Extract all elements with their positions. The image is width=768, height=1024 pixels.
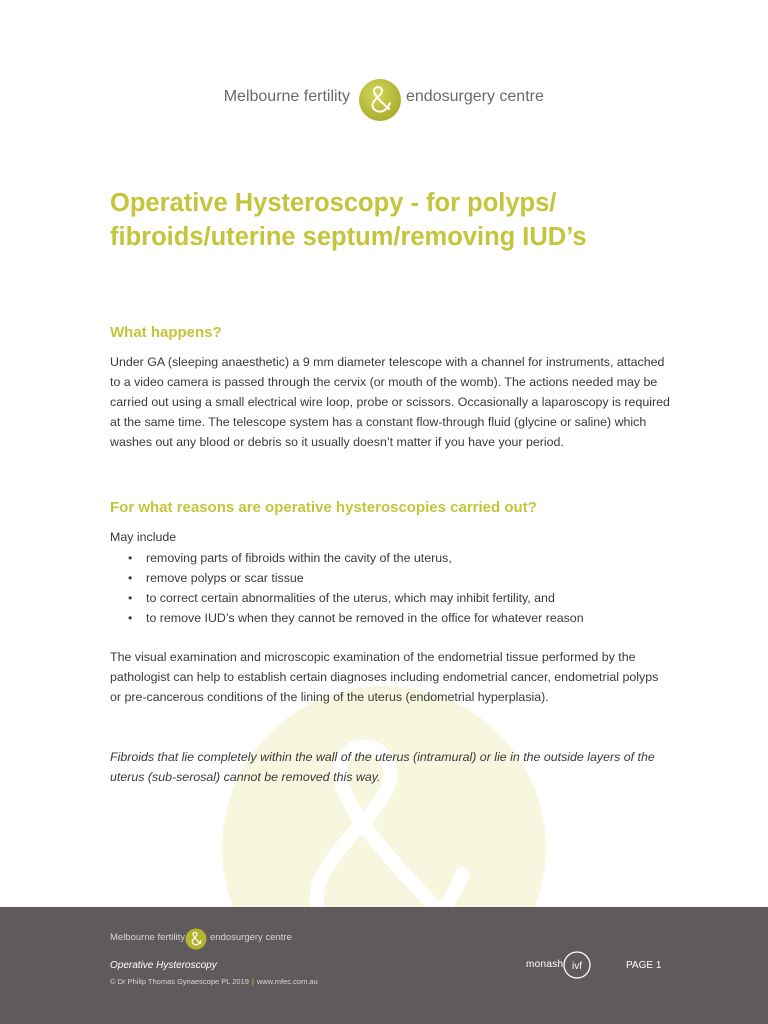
footer-copyright: © Dr Philip Thomas Gynaescope PL 2019 | www.mfec.com.au [110, 977, 318, 986]
ampersand-logo-icon [358, 78, 402, 122]
visual-exam-paragraph: The visual examination and microscopic examination of the endometrial tissue performed by the pathologist can help to establish certain diagnoses including endometrial cancer, endometrial polyps or pre-cancerous conditions of the lining of the uterus (endometrial hyperplasia). [110, 650, 659, 704]
fibroid-note: Fibroids that lie completely within the wall of the uterus (intramural) or lie in the outside layers of the uterus (sub-serosal) cannot be removed this way. [110, 750, 655, 784]
list-item: • remove polyps or scar tissue [110, 568, 670, 588]
list-item: • to remove IUD’s when they cannot be removed in the office for whatever reason [110, 608, 670, 628]
footer-brand-right: endosurgery centre [210, 932, 292, 943]
section-heading-what-happens: What happens? [110, 324, 222, 341]
brand-header [0, 76, 768, 124]
monash-logo-text: monash [526, 959, 564, 970]
ampersand-logo-icon [185, 928, 207, 950]
page-title: Operative Hysteroscopy - for polyps/ fibroids/uterine septum/removing IUD’s [110, 189, 587, 251]
footer-brand-left: Melbourne fertility [110, 932, 185, 943]
bullet-icon: • [128, 551, 133, 565]
brand-name-left: Melbourne fertility [223, 88, 350, 105]
bullet-icon: • [128, 571, 133, 585]
list-item: • removing parts of fibroids within the cavity of the uterus, [110, 548, 670, 568]
ivf-logo-icon [562, 950, 592, 980]
svg-text:ivf: ivf [572, 961, 582, 972]
bullet-icon: • [128, 611, 133, 625]
page-footer [0, 907, 768, 1024]
page-number: PAGE 1 [626, 960, 662, 971]
section-heading-reasons: For what reasons are operative hysteroscopies carried out? [110, 499, 537, 516]
reasons-list [110, 548, 670, 628]
list-item: • to correct certain abnormalities of the uterus, which may inhibit fertility, and [110, 588, 670, 608]
footer-separator: | [251, 977, 254, 986]
reasons-intro: May include [110, 530, 177, 544]
what-happens-paragraph: Under GA (sleeping anaesthetic) a 9 mm diameter telescope with a channel for instruments, attached to a video camera is passed through the cervix (or mouth of the womb). The actions needed may be carried out using a small electrical wire loop, probe or scissors. Occasionally a laparoscopy is required at the same time. The telescope system has a constant flow-through fluid (glycine or saline) which washes out any blood or debris so it usually doesn’t matter if you have your period. [110, 355, 670, 449]
footer-website-link[interactable]: www.mfec.com.au [256, 977, 318, 986]
footer-document-name: Operative Hysteroscopy [110, 960, 217, 971]
monash-ivf-logo [524, 948, 600, 984]
bullet-icon: • [128, 591, 133, 605]
brand-name-right: endosurgery centre [406, 88, 544, 105]
